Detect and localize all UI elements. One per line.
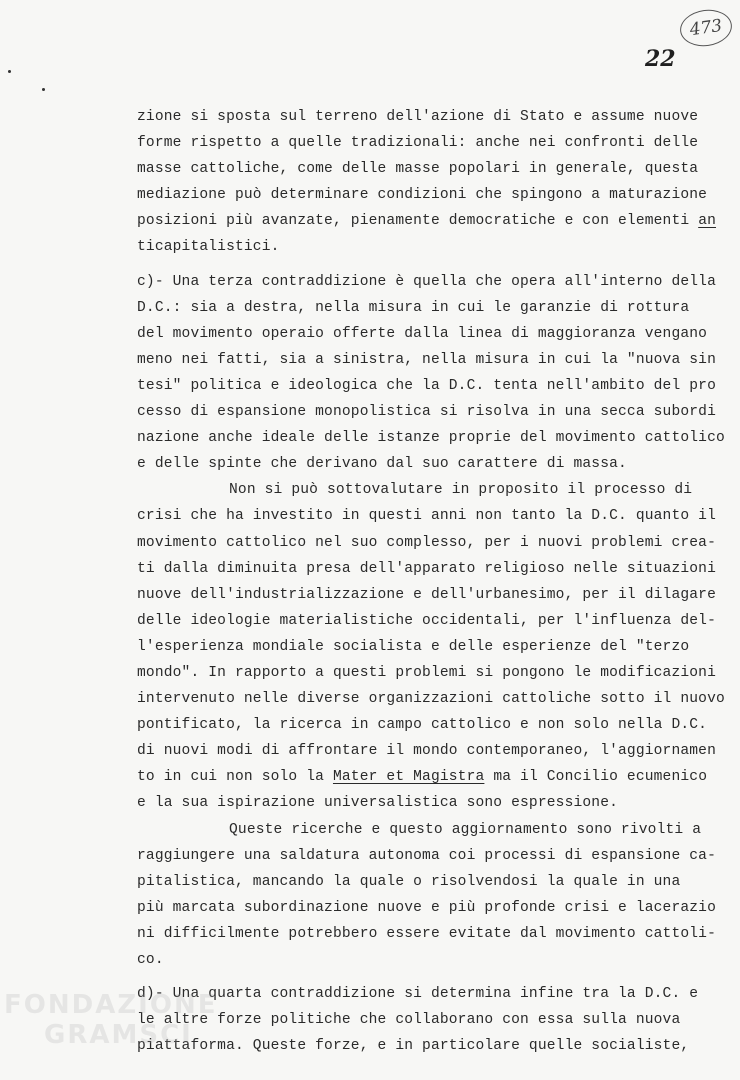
text-line: [137, 295, 727, 321]
text-segment: cesso di espansione monopolistica si risolva in una secca subordi: [137, 404, 716, 421]
text-segment: nuove dell'industrializzazione e dell'urbanesimo, per il dilagare: [137, 586, 716, 603]
paper-speck: [8, 70, 11, 73]
paper-speck: [42, 88, 45, 91]
text-segment: ticapitalistici.: [137, 239, 280, 256]
text-line: [137, 634, 727, 660]
text-line: [137, 921, 727, 947]
text-line: [137, 556, 727, 582]
text-segment: nazione anche ideale delle istanze proprie del movimento cattolico: [137, 430, 725, 447]
text-line: [137, 130, 727, 156]
text-line: [137, 1007, 727, 1033]
text-segment: Non si può sottovalutare in proposito il processo di: [229, 482, 693, 499]
text-line: [137, 530, 727, 556]
text-segment: piattaforma. Queste forze, e in particolare quelle socialiste,: [137, 1038, 690, 1055]
text-line: [137, 399, 727, 425]
text-segment: D.C.: sia a destra, nella misura in cui le garanzie di rottura: [137, 299, 690, 316]
watermark-line: GRAMSCI: [44, 1020, 193, 1050]
text-segment: raggiungere una saldatura autonoma coi processi di espansione ca-: [137, 847, 716, 864]
text-segment: co.: [137, 952, 164, 968]
text-segment: crisi che ha investito in questi anni non tanto la D.C. quanto il: [137, 508, 716, 525]
text-segment: mediazione può determinare condizioni che spingono a maturazione: [137, 187, 708, 204]
text-segment: movimento cattolico nel suo complesso, per i nuovi problemi crea-: [137, 534, 716, 551]
watermark: [4, 990, 217, 1050]
text-segment: d)- Una quarta contraddizione si determina infine tra la D.C. e: [137, 986, 699, 1003]
text-segment: forme rispetto a quelle tradizionali: anche nei confronti delle: [137, 135, 699, 152]
text-segment: del movimento operaio offerte dalla linea di maggioranza vengano: [137, 325, 708, 342]
text-line: [137, 686, 727, 712]
text-segment: ni difficilmente potrebbero essere evitate dal movimento cattoli-: [137, 925, 716, 942]
text-line: [137, 947, 727, 973]
text-segment: intervenuto nelle diverse organizzazioni cattoliche sotto il nuovo: [137, 691, 725, 708]
text-line: [137, 104, 727, 130]
text-line: [137, 869, 727, 895]
text-line: [137, 373, 727, 399]
text-segment: tesi" politica e ideologica che la D.C. tenta nell'ambito del pro: [137, 377, 716, 394]
text-segment: mondo". In rapporto a questi problemi si pongono le modificazioni: [137, 664, 716, 681]
text-segment: Queste ricerche e questo aggiornamento sono rivolti a: [229, 821, 702, 838]
text-line: [137, 234, 727, 260]
text-segment: e delle spinte che derivano dal suo carattere di massa.: [137, 456, 627, 473]
paragraph-gap: [137, 973, 727, 981]
text-segment: delle ideologie materialistiche occidentali, per l'influenza del-: [137, 612, 716, 629]
text-line: [137, 817, 727, 843]
text-line: [137, 269, 727, 295]
text-line: [137, 790, 727, 816]
text-segment: di nuovi modi di affrontare il mondo contemporaneo, l'aggiornamen: [137, 743, 716, 760]
text-segment: pitalistica, mancando la quale o risolvendosi la quale in una: [137, 873, 681, 890]
text-line: [137, 503, 727, 529]
text-segment: più marcata subordinazione nuove e più profonde crisi e lacerazio: [137, 899, 716, 916]
page-number: 22: [645, 46, 676, 72]
text-segment: posizioni più avanzate, pienamente democratiche e con elementi: [137, 213, 699, 230]
archive-stamp-number: 473: [678, 7, 735, 50]
text-line: [137, 843, 727, 869]
text-segment: pontificato, la ricerca in campo cattolico e non solo nella D.C.: [137, 717, 708, 734]
typed-text-body: [137, 104, 727, 1059]
text-line: [137, 347, 727, 373]
text-line: [137, 182, 727, 208]
text-segment: meno nei fatti, sia a sinistra, nella misura in cui la "nuova sin: [137, 351, 716, 368]
text-segment: e la sua ispirazione universalistica sono espressione.: [137, 795, 619, 812]
text-segment: ma il Concilio ecumenico: [484, 769, 708, 786]
text-line: [137, 895, 727, 921]
text-line: [137, 321, 727, 347]
text-line: [137, 582, 727, 608]
text-line: [137, 1033, 727, 1059]
text-line: [137, 712, 727, 738]
text-line: [137, 477, 727, 503]
text-line: [137, 764, 727, 790]
text-line: [137, 608, 727, 634]
text-segment: to in cui non solo la: [137, 769, 333, 786]
text-line: [137, 425, 727, 451]
text-line: [137, 156, 727, 182]
underlined-text: Mater et Magistra: [332, 769, 485, 786]
text-segment: masse cattoliche, come delle masse popolari in generale, questa: [137, 161, 699, 178]
text-line: [137, 451, 727, 477]
text-segment: c)- Una terza contraddizione è quella che opera all'interno della: [137, 273, 716, 290]
text-line: [137, 660, 727, 686]
watermark-line: FONDAZIONE: [4, 990, 218, 1020]
underlined-text: an: [698, 213, 717, 230]
text-segment: zione si sposta sul terreno dell'azione di Stato e assume nuove: [137, 109, 699, 125]
text-segment: l'esperienza mondiale socialista e delle esperienze del "terzo: [137, 638, 690, 655]
text-segment: le altre forze politiche che collaborano con essa sulla nuova: [137, 1012, 681, 1029]
paragraph-gap: [137, 261, 727, 269]
text-line: [137, 738, 727, 764]
text-line: [137, 981, 727, 1007]
text-segment: ti dalla diminuita presa dell'apparato religioso nelle situazioni: [137, 560, 716, 577]
text-line: [137, 208, 727, 234]
